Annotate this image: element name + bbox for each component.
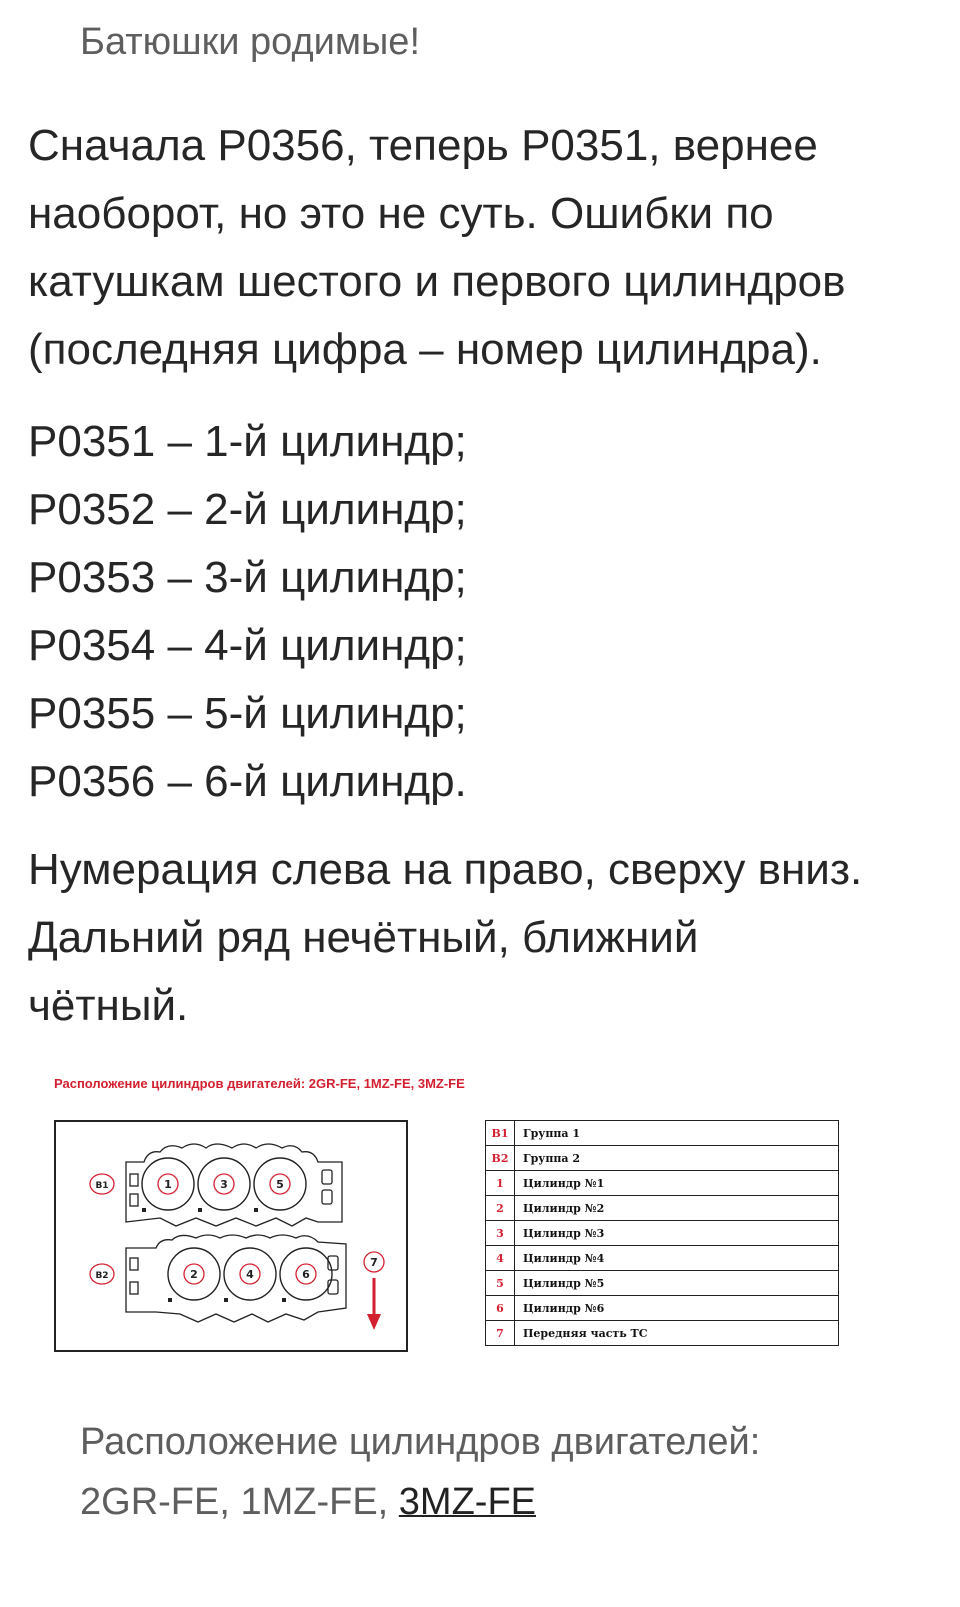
top-caption: Батюшки родимые! — [80, 21, 420, 63]
caption-line-1: Расположение цилиндров двигателей: — [80, 1421, 761, 1463]
code-line: Р0351 – 1-й цилиндр; — [28, 417, 467, 466]
legend-text: Цилиндр №5 — [515, 1271, 839, 1296]
codes-list — [28, 408, 928, 816]
legend-text: Группа 1 — [515, 1121, 839, 1146]
legend-text: Цилиндр №2 — [515, 1196, 839, 1221]
legend-code: 3 — [486, 1221, 515, 1246]
bank1-label: B1 — [95, 1181, 109, 1191]
intro-line: катушкам шестого и первого цилиндров — [28, 257, 846, 306]
intro-line: (последняя цифра – номер цилиндра). — [28, 325, 822, 374]
legend-row — [486, 1246, 839, 1271]
cyl-label-5: 5 — [276, 1178, 284, 1191]
legend-text: Группа 2 — [515, 1146, 839, 1171]
legend-code: B1 — [486, 1121, 515, 1146]
legend-code: 7 — [486, 1321, 515, 1346]
legend-row — [486, 1196, 839, 1221]
caption-engines: 2GR-FE, 1MZ-FE, — [80, 1481, 399, 1523]
code-line: Р0354 – 4-й цилиндр; — [28, 621, 467, 670]
legend-text: Передняя часть ТС — [515, 1321, 839, 1346]
engine-diagram-svg — [56, 1122, 406, 1350]
front-arrow-icon — [367, 1278, 381, 1330]
legend-table — [485, 1120, 839, 1346]
legend-code: 5 — [486, 1271, 515, 1296]
legend-text: Цилиндр №4 — [515, 1246, 839, 1271]
numbering-line: чётный. — [28, 981, 189, 1030]
cyl-label-2: 2 — [190, 1268, 198, 1281]
legend-code: 4 — [486, 1246, 515, 1271]
legend-row — [486, 1221, 839, 1246]
cyl-label-1: 1 — [164, 1178, 172, 1191]
legend-text: Цилиндр №3 — [515, 1221, 839, 1246]
legend-row — [486, 1271, 839, 1296]
legend-row — [486, 1146, 839, 1171]
legend-text: Цилиндр №6 — [515, 1296, 839, 1321]
front-label: 7 — [370, 1256, 378, 1269]
image-caption — [80, 1412, 940, 1532]
engine-diagram — [54, 1120, 408, 1352]
numbering-line: Нумерация слева на право, сверху вниз. — [28, 845, 863, 894]
legend-code: 1 — [486, 1171, 515, 1196]
code-line: Р0353 – 3-й цилиндр; — [28, 553, 467, 602]
bank2-label: B2 — [95, 1271, 109, 1281]
code-line: Р0352 – 2-й цилиндр; — [28, 485, 467, 534]
code-line: Р0356 – 6-й цилиндр. — [28, 757, 467, 806]
cyl-label-4: 4 — [246, 1268, 254, 1281]
legend-text: Цилиндр №1 — [515, 1171, 839, 1196]
legend-row — [486, 1171, 839, 1196]
cyl-label-3: 3 — [220, 1178, 228, 1191]
numbering-paragraph — [28, 836, 928, 1040]
legend-row — [486, 1321, 839, 1346]
caption-link-3mz-fe[interactable]: 3MZ-FE — [398, 1481, 537, 1523]
legend-code: B2 — [486, 1146, 515, 1171]
legend-row — [486, 1121, 839, 1146]
legend-code: 6 — [486, 1296, 515, 1321]
legend-row — [486, 1296, 839, 1321]
cyl-label-6: 6 — [302, 1268, 310, 1281]
code-line: Р0355 – 5-й цилиндр; — [28, 689, 467, 738]
legend-code: 2 — [486, 1196, 515, 1221]
intro-line: наоборот, но это не суть. Ошибки по — [28, 189, 774, 238]
caption-line-2 — [80, 1472, 940, 1532]
numbering-line: Дальний ряд нечётный, ближний — [28, 913, 699, 962]
figure-title: Расположение цилиндров двигателей: 2GR-FE, 1MZ-FE, 3MZ-FE — [54, 1076, 465, 1091]
intro-line: Сначала Р0356, теперь Р0351, вернее — [28, 121, 818, 170]
intro-paragraph — [28, 112, 928, 384]
